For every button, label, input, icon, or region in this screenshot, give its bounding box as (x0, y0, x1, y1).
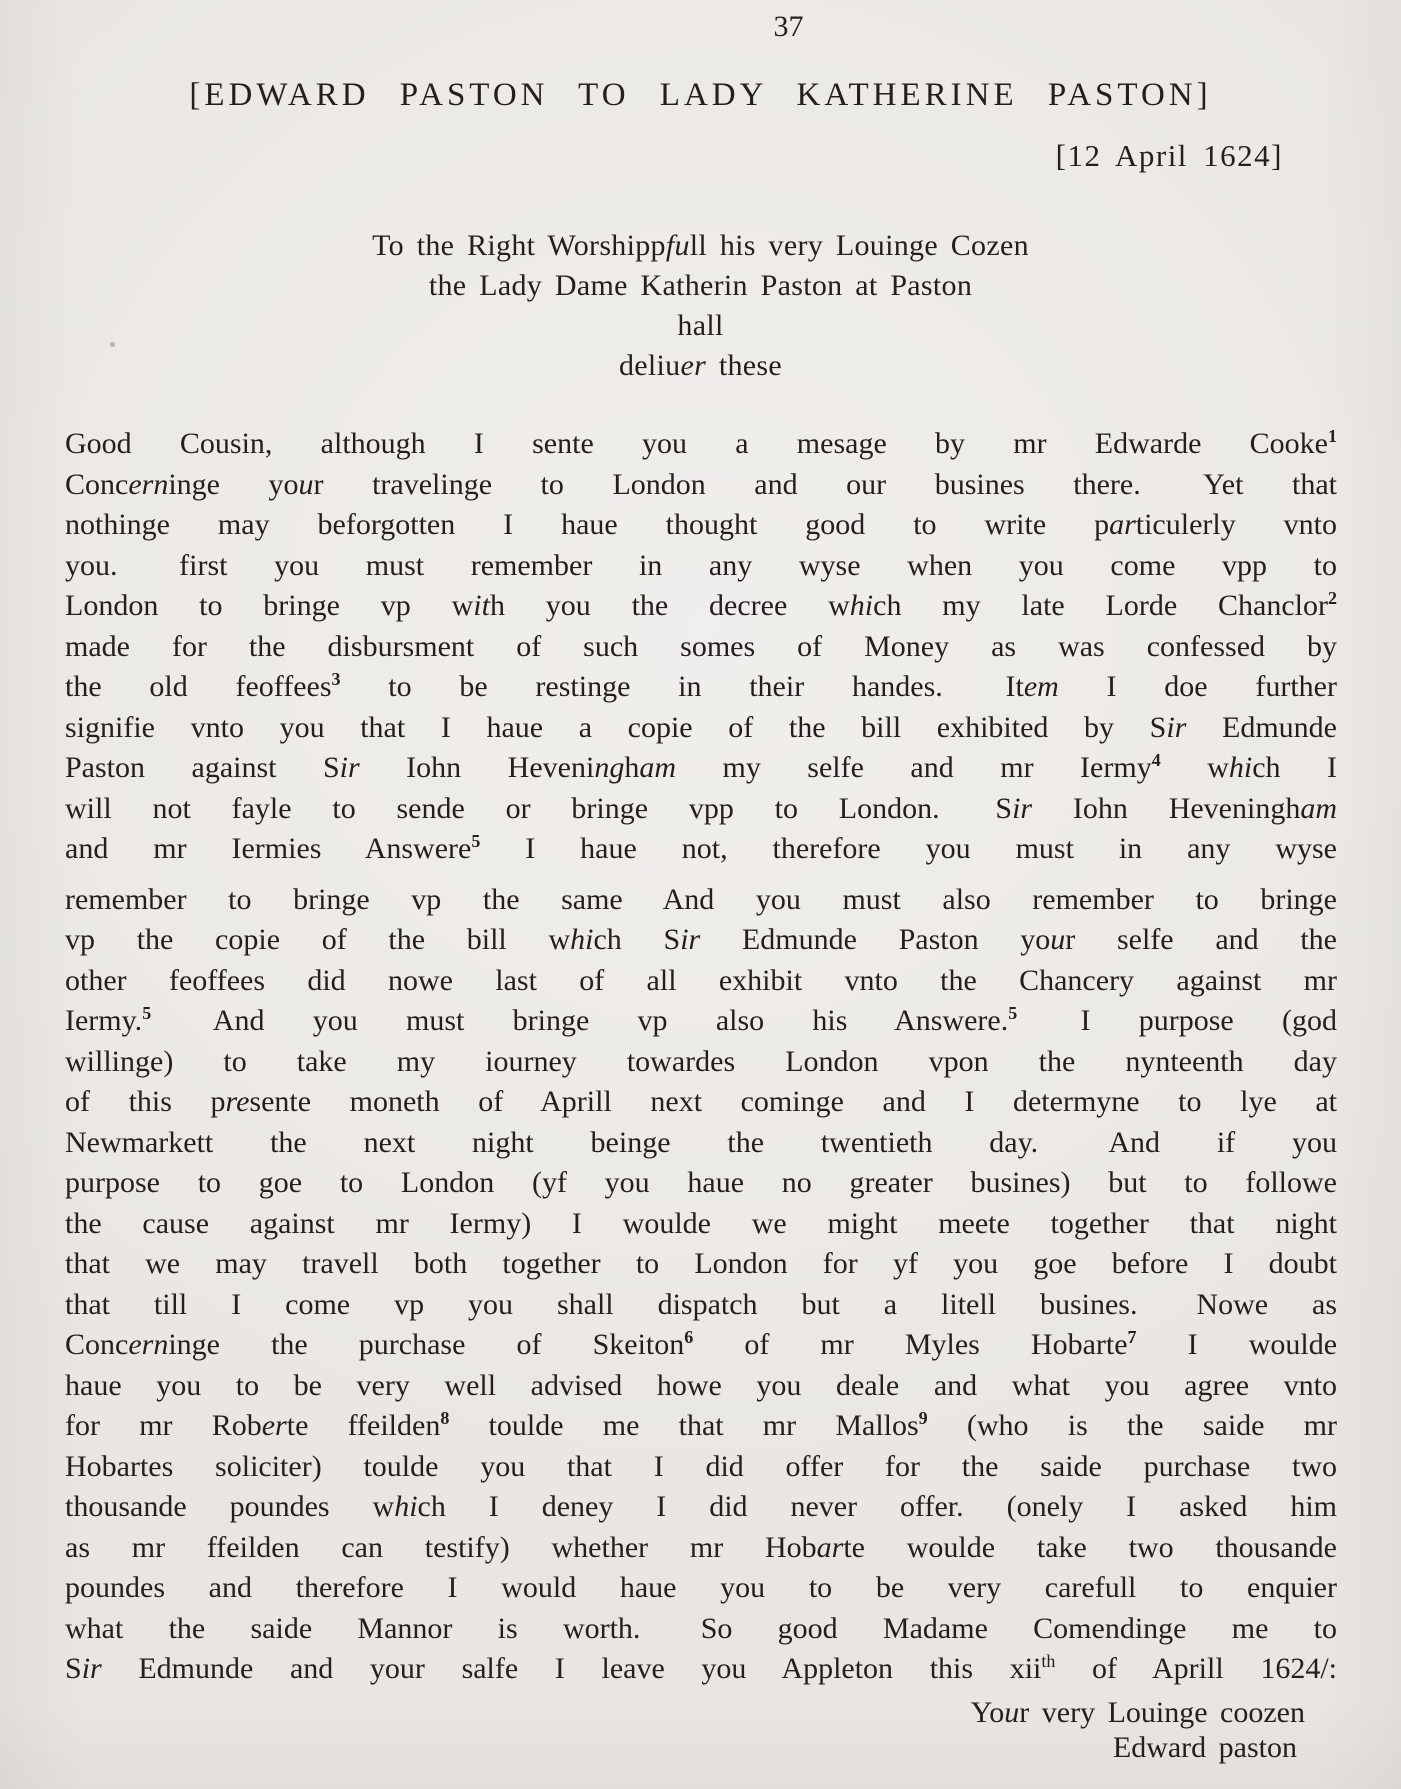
body-line: Concerninge your travelinge to London and our busines there. Yet that (65, 467, 1337, 501)
body-line: for mr Roberte ffeilden$^8$ toulde me that mr Mallos$^9$ (who is the saide mr (65, 1408, 1337, 1442)
footnote-marker: 4 (1151, 750, 1161, 770)
body-line: nothinge may beforgotten I haue thought good to write particulerly vnto (65, 508, 1337, 541)
address-line: hall (677, 309, 724, 342)
body-line: of this presente moneth of Aprill next cominge and I determyne to lye at (65, 1085, 1337, 1118)
body-line: that till I come vp you shall dispatch but a litell busines. Nowe as (65, 1287, 1337, 1321)
footnote-marker: 9 (918, 1408, 928, 1428)
page-number: 37 (773, 10, 804, 43)
print-speck (110, 342, 115, 347)
letter-body (65, 424, 1337, 1690)
closing-line: Edward paston (1112, 1730, 1297, 1764)
body-line: other feoffees did nowe last of all exhibit vnto the Chancery against mr (65, 963, 1337, 997)
body-line: poundes and therefore I would haue you to be very carefull to enquier (65, 1571, 1337, 1604)
body-line: will not fayle to sende or bringe vpp to London. Sir Iohn Heveningham (65, 791, 1338, 825)
address-line: To the Right Worshippfull his very Louinge Cozen (372, 229, 1029, 262)
address-line: the Lady Dame Katherin Paston at Paston (428, 269, 973, 302)
body-line: that we may travell both together to London for yf you goe before I doubt (65, 1247, 1337, 1280)
body-line: as mr ffeilden can testify) whether mr Hobarte woulde take two thousande (65, 1530, 1337, 1564)
body-line: Good Cousin, although I sente you a mesage by mr Edwarde Cooke$^1$ (65, 426, 1337, 460)
footnote-marker: 7 (1127, 1327, 1137, 1347)
closing-block (0, 1696, 1401, 1766)
footnote-marker: 6 (684, 1327, 694, 1347)
body-line: the old feoffees$^3$ to be restinge in their handes. Item I doe further (65, 669, 1337, 703)
superscript-text: th (1041, 1651, 1056, 1671)
letter-dateline: [12 April 1624] (1055, 138, 1283, 173)
body-line: made for the disbursment of such somes of Money as was confessed by (65, 629, 1337, 663)
body-line: willinge) to take my iourney towardes London vpon the nynteenth day (65, 1044, 1337, 1078)
footnote-marker: 5 (142, 1003, 152, 1023)
body-line: thousande poundes which I deney I did never offer. (onely I asked him (65, 1490, 1338, 1523)
body-line: the cause against mr Iermy) I woulde we might meete together that night (65, 1206, 1337, 1240)
body-line: signifie vnto you that I haue a copie of the bill exhibited by Sir Edmunde (65, 710, 1337, 744)
address-line: deliuer these (618, 349, 783, 382)
footnote-marker: 2 (1327, 588, 1337, 608)
body-line: and mr Iermies Answere$^5$ I haue not, therefore you must in any wyse (65, 831, 1337, 865)
body-line: Hobartes soliciter) toulde you that I did offer for the saide purchase two (65, 1449, 1337, 1483)
body-line: vp the copie of the bill which Sir Edmunde Paston your selfe and the (65, 923, 1337, 956)
body-line: purpose to goe to London (yf you haue no greater busines) but to followe (65, 1166, 1337, 1199)
body-line: Iermy.$^5$ And you must bringe vp also his Answere.$^5$ I purpose (god (65, 1003, 1337, 1037)
address-block (0, 226, 1401, 386)
footnote-marker: 8 (440, 1408, 450, 1428)
body-line: remember to bringe vp the same And you must also remember to bringe (65, 882, 1337, 916)
body-line: Concerninge the purchase of Skeiton$^6$ of mr Myles Hobarte$^7$ I woulde (65, 1327, 1338, 1361)
letter-heading: [EDWARD PASTON TO LADY KATHERINE PASTON] (189, 77, 1212, 113)
body-line: haue you to be very well advised howe you deale and what you agree vnto (65, 1368, 1337, 1402)
body-line: Newmarkett the next night beinge the twentieth day. And if you (65, 1125, 1337, 1159)
footnote-marker: 5 (471, 831, 481, 851)
footnote-marker: 3 (331, 669, 341, 689)
body-paragraph-2 (65, 880, 1337, 1690)
closing-line: Your very Louinge coozen (970, 1695, 1305, 1729)
body-line: Paston against Sir Iohn Heveningham my selfe and mr Iermy$^4$ which I (65, 750, 1338, 784)
body-paragraph-1 (65, 424, 1337, 870)
body-line: Sir Edmunde and your salfe I leave you Appleton this xii$^{th}$ of Aprill 1624/: (65, 1651, 1337, 1685)
body-line: London to bringe vp with you the decree which my late Lorde Chanclor$^2$ (65, 588, 1337, 622)
body-line: you. first you must remember in any wyse when you come vpp to (65, 548, 1337, 582)
footnote-marker: 1 (1328, 426, 1337, 446)
body-line: what the saide Mannor is worth. So good Madame Comendinge me to (65, 1611, 1337, 1645)
footnote-marker: 5 (1008, 1003, 1018, 1023)
